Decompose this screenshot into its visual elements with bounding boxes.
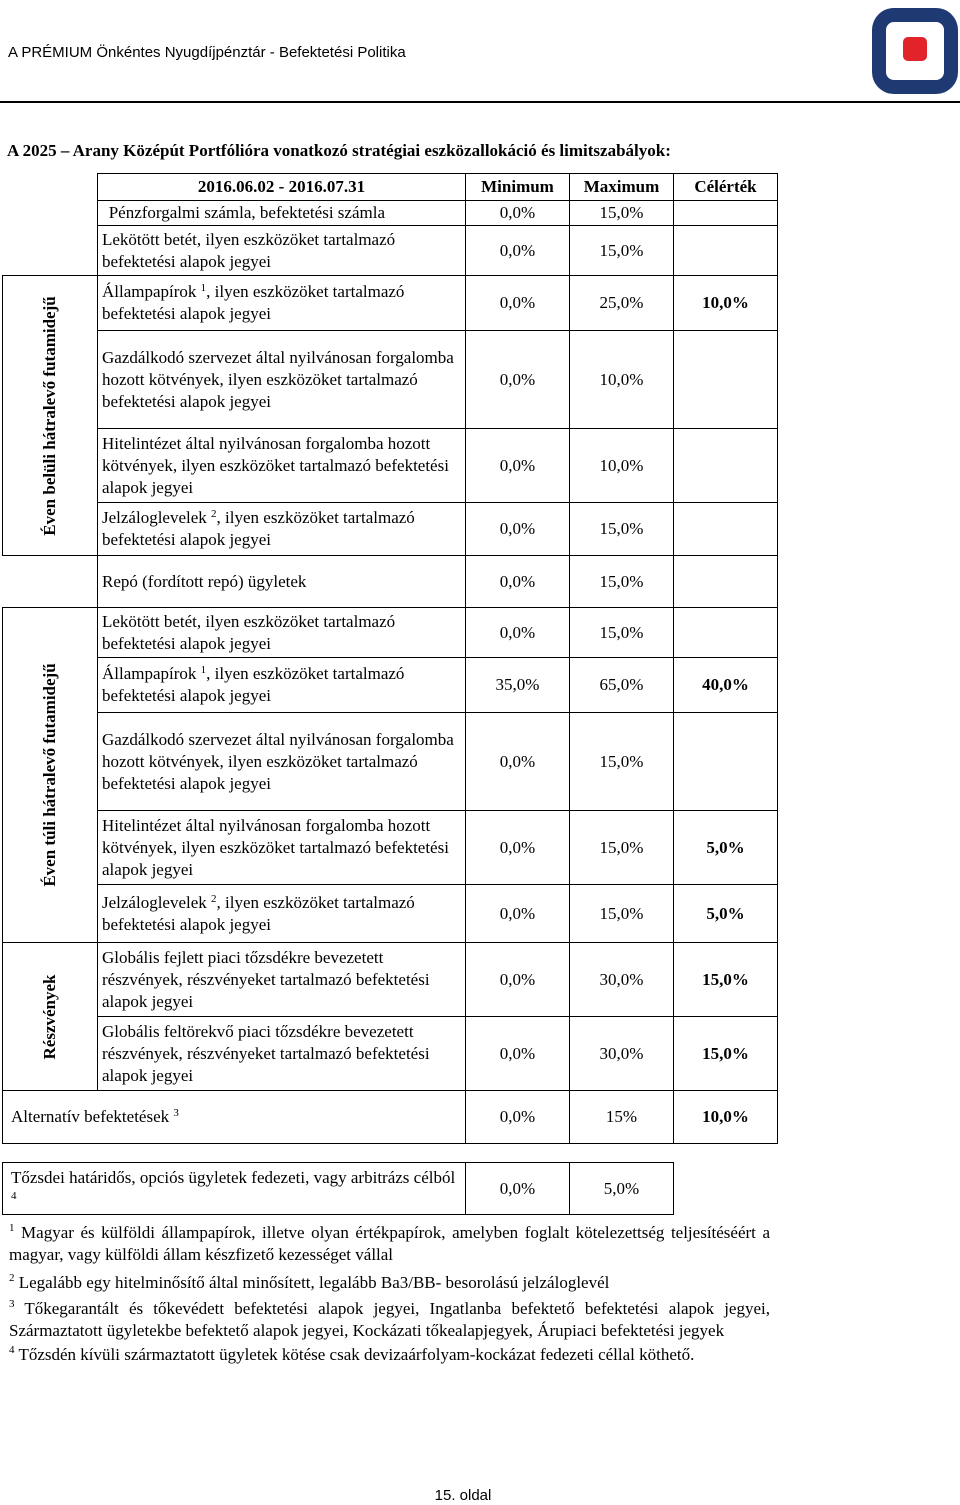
min-value: 0,0% [466,1163,570,1215]
row-label: Gazdálkodó szervezet által nyilvánosan forgalomba hozott kötvények, ilyen eszközöket tartalmazó befektetési alapok jegyei [98,331,466,429]
max-value: 15,0% [570,713,674,811]
derivatives-table [2,1162,778,1215]
target-value: 10,0% [674,276,778,331]
target-value: 15,0% [674,943,778,1017]
target-value: 15,0% [674,1017,778,1091]
table-row [3,331,778,429]
row-label: Állampapírok $^1$, ilyen eszközöket tartalmazó befektetési alapok jegyei [98,658,466,713]
min-value: 0,0% [466,811,570,885]
min-value: 0,0% [466,201,570,226]
group-label-long-maturity: Éven túli hátralevő futamidejű [3,608,98,943]
group-label-equities: Részvények [3,943,98,1091]
min-value: 35,0% [466,658,570,713]
row-label: Gazdálkodó szervezet által nyilvánosan forgalomba hozott kötvények, ilyen eszközöket tartalmazó befektetési alapok jegyei [98,713,466,811]
footnotes [9,1222,770,1372]
max-value: 10,0% [570,429,674,503]
max-value: 15,0% [570,503,674,556]
min-value: 0,0% [466,226,570,276]
row-label: Hitelintézet által nyilvánosan forgalomba hozott kötvények, ilyen eszközöket tartalmazó befektetési alapok jegyei [98,429,466,503]
row-label: Jelzáloglevelek $^2$, ilyen eszközöket tartalmazó befektetési alapok jegyei [98,885,466,943]
min-value: 0,0% [466,331,570,429]
table-row [3,713,778,811]
max-value: 30,0% [570,943,674,1017]
max-value: 30,0% [570,1017,674,1091]
table-row-repo [3,556,778,608]
max-value: 65,0% [570,658,674,713]
table-row [3,226,778,276]
header-period: 2016.06.02 - 2016.07.31 [98,174,466,201]
target-value [674,331,778,429]
min-value: 0,0% [466,556,570,608]
table-row-cash [3,201,778,226]
section-title: A 2025 – Arany Középút Portfólióra vonatkozó stratégiai eszközallokáció és limitszabályok: [7,141,671,160]
footnote: $^3$ Tőkegarantált és tőkevédett befektetési alapok jegyei, Ingatlanba befektető befektetési alapok jegyei, Származtatott ügyletekbe befektető alapok jegyei, Kockázati tőkealapjegyek, Árupiaci befektetési jegyek [9,1298,770,1340]
max-value: 15,0% [570,556,674,608]
row-label: Tőzsdei határidős, opciós ügyletek fedezeti, vagy arbitrázs célból $^4$ [3,1163,466,1215]
table-row [3,885,778,943]
table-row [3,503,778,556]
max-value: 10,0% [570,331,674,429]
max-value: 5,0% [570,1163,674,1215]
row-label: Jelzáloglevelek $^2$, ilyen eszközöket tartalmazó befektetési alapok jegyei [98,503,466,556]
table-header-row [3,174,778,201]
header-rule [0,101,960,103]
table-row-derivatives [3,1163,778,1215]
min-value: 0,0% [466,276,570,331]
target-value [674,201,778,226]
row-label: Állampapírok $^1$, ilyen eszközöket tartalmazó befektetési alapok jegyei [98,276,466,331]
max-value: 25,0% [570,276,674,331]
target-value [674,713,778,811]
min-value: 0,0% [466,608,570,658]
target-value: 10,0% [674,1091,778,1144]
table-row [3,276,778,331]
min-value: 0,0% [466,885,570,943]
row-label: Alternatív befektetések $^3$ [3,1091,466,1144]
target-value [674,226,778,276]
target-value [674,429,778,503]
row-label: Pénzforgalmi számla, befektetési számla [98,201,466,226]
row-label: Hitelintézet által nyilvánosan forgalomba hozott kötvények, ilyen eszközöket tartalmazó befektetési alapok jegyei [98,811,466,885]
header-min: Minimum [466,174,570,201]
max-value: 15% [570,1091,674,1144]
max-value: 15,0% [570,885,674,943]
min-value: 0,0% [466,429,570,503]
max-value: 15,0% [570,226,674,276]
row-label: Globális fejlett piaci tőzsdékre bevezetett részvények, részvényeket tartalmazó befektetési alapok jegyei [98,943,466,1017]
min-value: 0,0% [466,943,570,1017]
max-value: 15,0% [570,608,674,658]
target-value [674,503,778,556]
row-label: Globális feltörekvő piaci tőzsdékre bevezetett részvények, részvényeket tartalmazó befektetési alapok jegyei [98,1017,466,1091]
table-row [3,429,778,503]
row-label: Repó (fordított repó) ügyletek [98,556,466,608]
table-row [3,608,778,658]
footnote: $^4$ Tőzsdén kívüli származtatott ügyletek kötése csak devizaárfolyam-kockázat fedezeti céllal köthető. [9,1344,695,1364]
target-value: 5,0% [674,885,778,943]
premium-logo-icon [872,8,958,94]
row-label: Lekötött betét, ilyen eszközöket tartalmazó befektetési alapok jegyei [98,226,466,276]
target-value [674,556,778,608]
min-value: 0,0% [466,503,570,556]
table-row [3,811,778,885]
table-row [3,1017,778,1091]
page-number: 15. oldal [434,1487,492,1504]
target-value: 5,0% [674,811,778,885]
footnote: $^2$ Legalább egy hitelminősítő által minősített, legalább Ba3/BB- besorolású jelzáloglevél [9,1272,610,1292]
max-value: 15,0% [570,201,674,226]
group-label-short-maturity: Éven belüli hátralevő futamidejű [3,276,98,556]
row-label: Lekötött betét, ilyen eszközöket tartalmazó befektetési alapok jegyei [98,608,466,658]
header-target: Célérték [674,174,778,201]
min-value: 0,0% [466,713,570,811]
header-max: Maximum [570,174,674,201]
footnote: $^1$ Magyar és külföldi állampapírok, illetve olyan értékpapírok, amelyben foglalt kötelezettség teljesítéséért a magyar, vagy külföldi állam készfizető kezességet vállal [9,1222,770,1264]
table-row-alternative [3,1091,778,1144]
table-row [3,658,778,713]
min-value: 0,0% [466,1017,570,1091]
document-header-title: A PRÉMIUM Önkéntes Nyugdíjpénztár - Befektetési Politika [8,44,406,61]
table-row [3,943,778,1017]
max-value: 15,0% [570,811,674,885]
target-value [674,608,778,658]
allocation-table [2,173,778,1144]
target-value: 40,0% [674,658,778,713]
min-value: 0,0% [466,1091,570,1144]
